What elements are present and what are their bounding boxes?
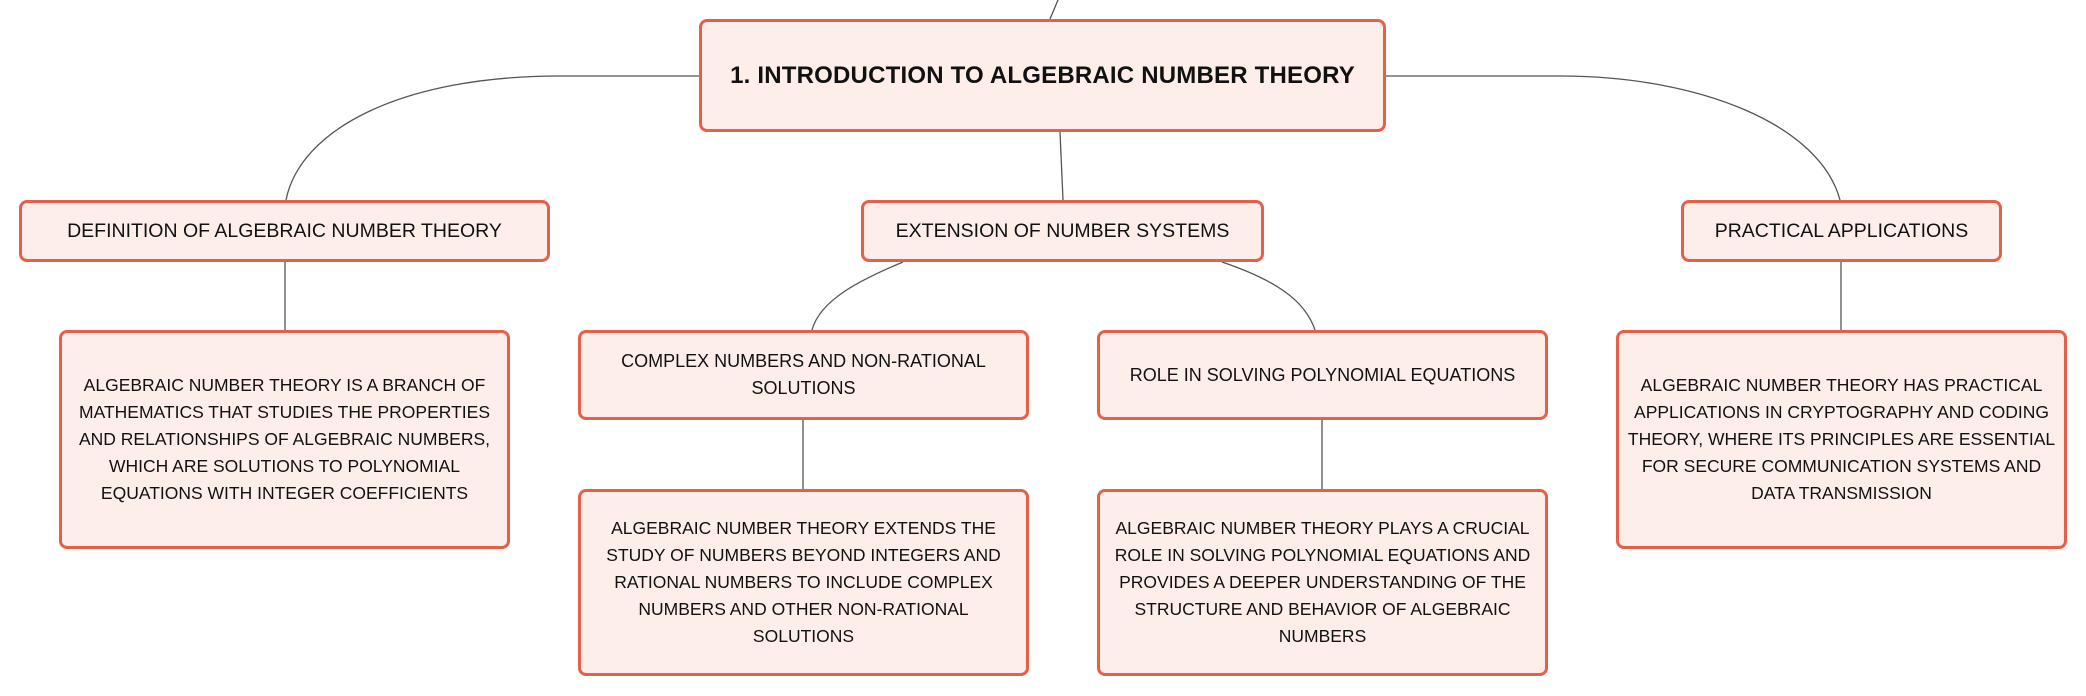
polynomial-role-description-node[interactable] <box>1097 489 1548 676</box>
connector-root-to-applications <box>1386 76 1840 200</box>
definition-node-label: DEFINITION OF ALGEBRAIC NUMBER THEORY <box>67 219 502 242</box>
connector-extension-to-complex <box>812 262 903 330</box>
extension-node[interactable] <box>861 200 1264 262</box>
definition-description-text: ALGEBRAIC NUMBER THEORY IS A BRANCH OF MATHEMATICS THAT STUDIES THE PROPERTIES AND RELATIONSHIPS OF ALGEBRAIC NUMBERS, WHICH ARE SOLUTIONS TO POLYNOMIAL EQUATIONS WITH INTEGER COEFFICIENTS <box>78 375 490 503</box>
applications-description-text: ALGEBRAIC NUMBER THEORY HAS PRACTICAL APPLICATIONS IN CRYPTOGRAPHY AND CODING THEORY, WHERE ITS PRINCIPLES ARE ESSENTIAL FOR SECURE COMMUNICATION SYSTEMS AND DATA TRANSMISSION <box>1627 375 2056 503</box>
complex-numbers-description-text: ALGEBRAIC NUMBER THEORY EXTENDS THE STUDY OF NUMBERS BEYOND INTEGERS AND RATIONAL NUMBERS TO INCLUDE COMPLEX NUMBERS AND OTHER NON-RATIONAL SOLUTIONS <box>606 518 1001 646</box>
connector-root-to-definition <box>286 76 699 200</box>
connector-root-to-extension <box>1060 132 1063 200</box>
definition-node[interactable] <box>19 200 550 262</box>
extension-node-label: EXTENSION OF NUMBER SYSTEMS <box>895 219 1230 242</box>
applications-node-label: PRACTICAL APPLICATIONS <box>1714 219 1969 242</box>
root-node[interactable] <box>699 19 1386 132</box>
applications-node[interactable] <box>1681 200 2002 262</box>
connector-parent-to-root <box>1050 0 1058 19</box>
root-node-label: 1. INTRODUCTION TO ALGEBRAIC NUMBER THEORY <box>730 61 1355 89</box>
polynomial-role-description-text: ALGEBRAIC NUMBER THEORY PLAYS A CRUCIAL ROLE IN SOLVING POLYNOMIAL EQUATIONS AND PROVIDES A DEEPER UNDERSTANDING OF THE STRUCTURE AND BEHAVIOR OF ALGEBRAIC NUMBERS <box>1114 518 1531 646</box>
complex-numbers-node-label: COMPLEX NUMBERS AND NON-RATIONAL SOLUTIONS <box>621 351 986 398</box>
complex-numbers-description-node[interactable] <box>578 489 1029 676</box>
complex-numbers-node[interactable] <box>578 330 1029 420</box>
connector-extension-to-role <box>1222 262 1315 330</box>
definition-description-node[interactable] <box>59 330 510 549</box>
polynomial-role-node[interactable] <box>1097 330 1548 420</box>
polynomial-role-node-label: ROLE IN SOLVING POLYNOMIAL EQUATIONS <box>1129 364 1516 385</box>
applications-description-node[interactable] <box>1616 330 2067 549</box>
